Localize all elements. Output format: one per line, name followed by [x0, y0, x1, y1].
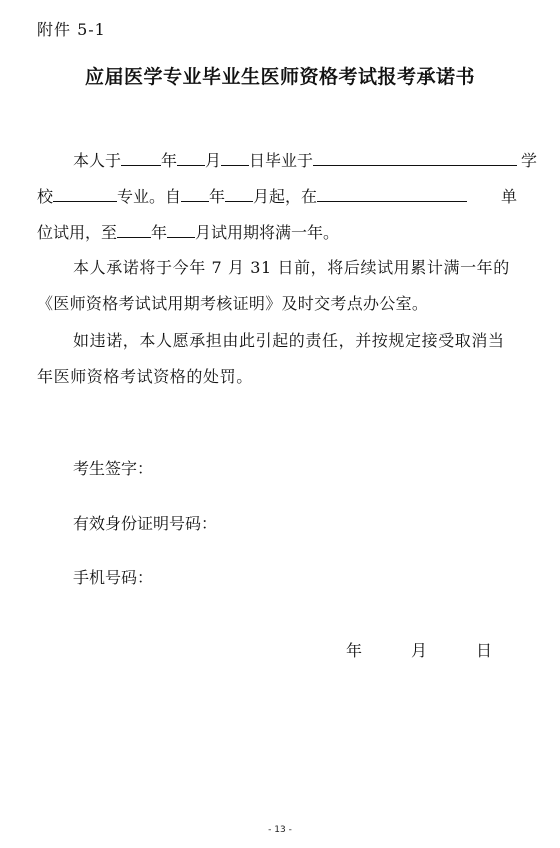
signature-label: 考生签字：: [73, 459, 154, 478]
major-blank[interactable]: [53, 186, 117, 202]
graduation-day-blank[interactable]: [221, 150, 249, 166]
statement-text: 校: [37, 187, 54, 206]
id-number-label: 有效身份证明号码：: [73, 514, 218, 533]
promise-line-1: 本人承诺将于今年 7 月 31 日前，将后续试用累计满一年的: [73, 258, 510, 277]
school-name-blank[interactable]: [313, 150, 517, 166]
statement-text: 日毕业于: [249, 151, 314, 170]
statement-text: 年: [151, 223, 168, 242]
statement-text: 月试用期将满一年。: [195, 223, 340, 242]
page-number: - 13 -: [268, 825, 292, 835]
statement-text: 本人于: [73, 151, 122, 170]
graduation-year-blank[interactable]: [121, 150, 161, 166]
statement-text: 专业。自: [117, 187, 182, 206]
document-title: 应届医学专业毕业生医师资格考试报考承诺书: [84, 66, 475, 88]
statement-line-2: [37, 186, 517, 206]
trial-end-month-blank[interactable]: [167, 222, 195, 238]
promise-line-2: 《医师资格考试试用期考核证明》及时交考点办公室。: [37, 294, 429, 313]
trial-start-month-blank[interactable]: [225, 186, 253, 202]
violation-line-1: 如违诺，本人愿承担由此引起的责任，并按规定接受取消当: [73, 331, 505, 350]
statement-text: 月: [205, 151, 222, 170]
statement-text: 单: [500, 187, 517, 206]
statement-text: 位试用，至: [37, 223, 118, 242]
phone-label: 手机号码：: [73, 568, 154, 587]
statement-text: 年: [161, 151, 178, 170]
attachment-label: 附件 5-1: [37, 20, 106, 39]
graduation-month-blank[interactable]: [177, 150, 205, 166]
date-month-label: 月: [411, 641, 428, 660]
statement-line-3: [37, 222, 339, 242]
trial-start-year-blank[interactable]: [181, 186, 209, 202]
trial-end-year-blank[interactable]: [117, 222, 151, 238]
statement-text: 月起，在: [253, 187, 318, 206]
statement-text: 年: [209, 187, 226, 206]
date-year-label: 年: [346, 641, 363, 660]
statement-text: 学: [520, 151, 537, 170]
date-day-label: 日: [476, 641, 493, 660]
violation-line-2: 年医师资格考试资格的处罚。: [37, 367, 253, 386]
unit-name-blank[interactable]: [317, 186, 467, 202]
statement-line-1: [73, 150, 537, 170]
